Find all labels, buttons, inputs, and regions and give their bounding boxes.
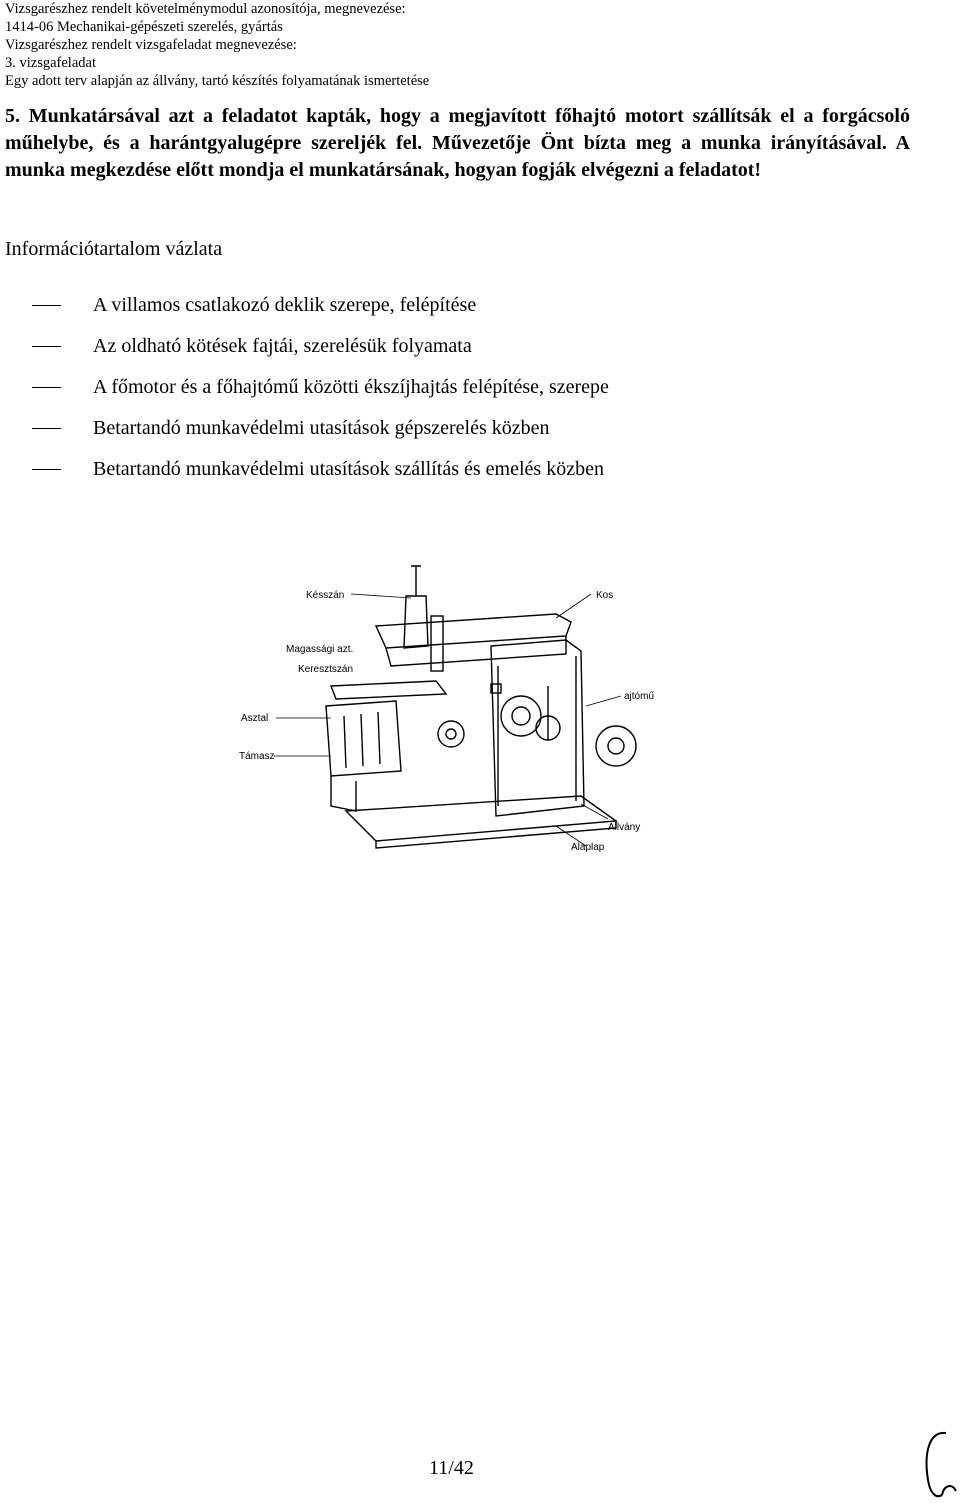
dash-bullet: [32, 387, 61, 388]
label-bracket: Támasz: [239, 751, 275, 762]
gearbox-hub: [608, 738, 624, 754]
list-item-text: A villamos csatlakozó deklik szerepe, felépítése: [93, 294, 477, 316]
task-description: 5. Munkatársával azt a feladatot kapták, hogy a megjavított főhajtó motort szállítsák el a forgácsoló műhelybe, és a harántgyalugépre szereljék fel. Művezetője Önt bízta meg a munka irányításával. A munka megkezdése előtt mondja el munkatársának, hogyan fogják elvégezni a feladatot!: [5, 105, 910, 181]
header-line: 1414-06 Mechanikai-gépészeti szerelés, gyártás: [5, 19, 283, 35]
list-item-text: A főmotor és a főhajtómű közötti ékszíjhajtás felépítése, szerepe: [93, 376, 609, 398]
leader-line: [351, 594, 411, 598]
table-ribs: [344, 712, 380, 768]
label-height-adjust: Magassági azt.: [286, 644, 354, 655]
label-cross-slide: Keresztszán: [298, 664, 354, 675]
ram-side: [386, 636, 566, 666]
label-frame: Állvány: [608, 822, 641, 833]
dash-bullet: [32, 346, 61, 347]
list-item-text: Betartandó munkavédelmi utasítások gépszerelés közben: [93, 417, 550, 439]
label-tool-slide: Késszán: [306, 590, 345, 601]
document-header: [5, 0, 429, 90]
drive-wheel: [501, 696, 541, 736]
label-base: Alaplap: [571, 842, 605, 853]
header-line: Vizsgarészhez rendelt vizsgafeladat megnevezése:: [5, 37, 297, 53]
tool-head: [404, 566, 428, 648]
dash-bullet: [32, 469, 61, 470]
label-ram: Kos: [596, 590, 614, 601]
header-line: Vizsgarészhez rendelt követelménymodul azonosítója, megnevezése:: [5, 1, 406, 17]
dash-bullet: [32, 305, 61, 306]
signature-stroke: [927, 1433, 956, 1496]
leader-line: [556, 594, 591, 618]
dash-bullet: [32, 428, 61, 429]
feed-hub: [446, 729, 456, 739]
list-item-text: Betartandó munkavédelmi utasítások szállítás és emelés közben: [93, 458, 604, 480]
cross-rail: [331, 681, 446, 699]
feed-wheel: [438, 721, 464, 747]
signature-mark: [918, 1425, 960, 1503]
header-line: Egy adott terv alapján az állvány, tartó készítés folyamatának ismertetése: [5, 73, 430, 89]
gearbox-wheel: [596, 726, 636, 766]
base-plate: [346, 796, 616, 841]
header-line: 3. vizsgafeladat: [5, 55, 96, 71]
drive-hub: [512, 707, 530, 725]
label-table: Asztal: [241, 713, 269, 724]
page-number: 11/42: [429, 1457, 474, 1479]
table-support: [331, 776, 356, 811]
shaping-machine-diagram: [236, 556, 656, 856]
list-item-text: Az oldható kötések fajtái, szerelésük folyamata: [93, 335, 472, 357]
label-drive: ajtómű: [624, 691, 655, 702]
leader-line: [586, 696, 621, 706]
outline-title: Információtartalom vázlata: [5, 238, 223, 260]
